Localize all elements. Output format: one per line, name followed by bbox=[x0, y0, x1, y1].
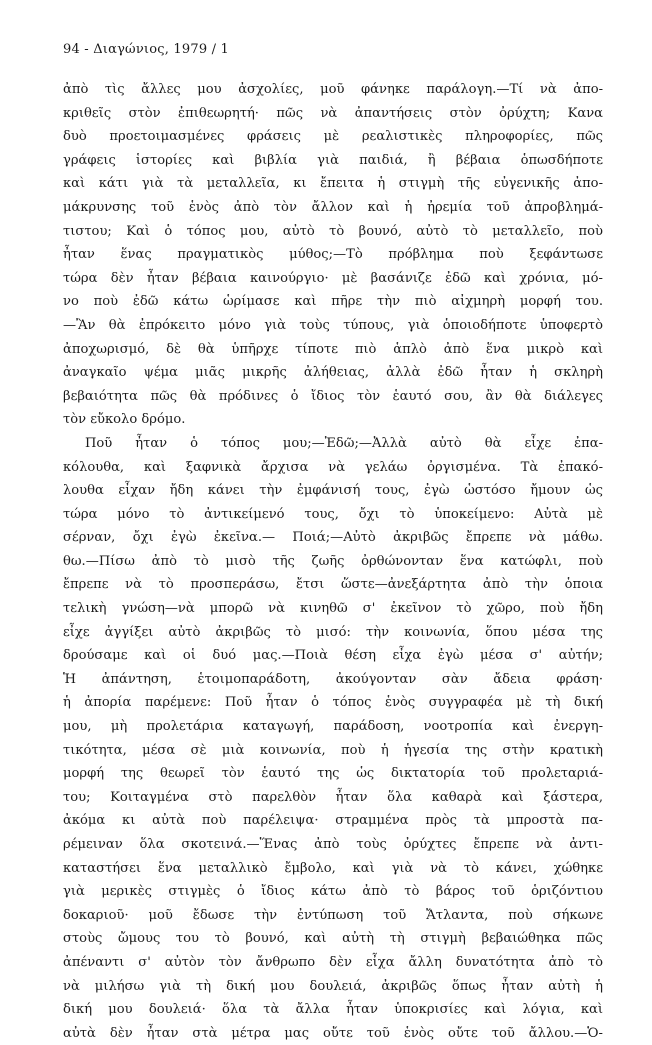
text-line: στοὺς ὤμους του τὸ βουνό, καὶ αὐτὴ τὴ στιγμὴ βεβαιώθηκα πῶς bbox=[63, 931, 603, 947]
text-line: τώρα μόνο τὸ ἀντικείμενό τους, ὄχι τὸ ὑποκείμενο: Αὐτὰ μὲ bbox=[63, 506, 603, 522]
text-line: καταστήσει ἕνα μεταλλικὸ ἔμβολο, καὶ γιὰ νὰ τὸ κάνει, χώθηκε bbox=[63, 860, 603, 876]
text-line: κριθεῖς στὸν ἐπιθεωρητή· πῶς νὰ ἀπαντήσεις στὸν ὀρύχτη; Κανα bbox=[63, 105, 603, 121]
text-line: ἡ ἀπορία παρέμενε: Ποῦ ἦταν ὁ τόπος ἑνὸς συγγραφέα μὲ τὴ δική bbox=[63, 695, 603, 711]
running-head: 94 - Διαγώνιος, 1979 / 1 bbox=[63, 42, 230, 57]
text-line: νὰ μιλήσω γιὰ τὴ δική μου δουλειά, ἀκριβῶς ὅπως ἦταν αὐτὴ ἡ bbox=[63, 978, 603, 994]
text-line: ἀπὸ τὶς ἄλλες μου ἀσχολίες, μοῦ φάνηκε παράλογη.—Τί νὰ ἀπο- bbox=[63, 82, 603, 97]
text-line: καὶ κάτι γιὰ τὰ μεταλλεῖα, κι ἔπειτα ἡ στιγμὴ τῆς εὐγενικῆς ἀπο- bbox=[63, 176, 603, 192]
text-line: βεβαιότητα πῶς θὰ πρόδινες ὁ ἴδιος τὸν ἑαυτό σου, ἂν θὰ διάλεγες bbox=[63, 388, 603, 404]
text-line: μορφή της θεωρεῖ τὸν ἑαυτό της ὡς δικτατορία τοῦ προλεταριά- bbox=[63, 766, 603, 782]
text-line: κόλουθα, καὶ ξαφνικὰ ἄρχισα νὰ γελάω ὀργισμένα. Τὰ ἐπακό- bbox=[63, 459, 603, 475]
text-line: μάκρυνσης τοῦ ἑνὸς ἀπὸ τὸν ἄλλον καὶ ἡ ἠρεμία τοῦ ἀπροβλημά- bbox=[63, 199, 603, 215]
text-line: λουθα εἶχαν ἤδη κάνει τὴν ἐμφάνισή τους, ἐγὼ ὡστόσο ἤμουν ὡς bbox=[63, 483, 603, 499]
text-line: δυὸ προετοιμασμένες φράσεις μὲ ρεαλιστικὲς πληροφορίες, πῶς bbox=[63, 129, 603, 145]
text-line: τώρα δὲν ἦταν βέβαια καινούργιο· μὲ βασάνιζε ἐδῶ καὶ χρόνια, μό- bbox=[63, 270, 603, 286]
text-line: ἀκόμα κι αὐτὰ ποὺ παρέλειψα· στραμμένα πρὸς τὰ μπροστὰ πα- bbox=[63, 813, 603, 829]
text-line: νο ποὺ ἐδῶ κάτω ὡρίμασε καὶ πῆρε τὴν πιὸ αἰχμηρὴ μορφή του. bbox=[63, 294, 603, 310]
text-line: ρέμειναν ὅλα σκοτεινά.—Ἕνας ἀπὸ τοὺς ὀρύχτες ἔπρεπε νὰ ἀντι- bbox=[63, 837, 603, 852]
text-line: ἀναγκαῖο ψέμα μιᾶς μικρῆς ἀλήθειας, ἀλλὰ ἐδῶ ἦταν ἡ σκληρὴ bbox=[63, 365, 603, 381]
text-line: ἀποχωρισμό, δὲ θὰ ὑπῆρχε τίποτε πιὸ ἁπλὸ ἀπὸ ἕνα μικρὸ καὶ bbox=[63, 341, 603, 357]
text-line: γιὰ μερικὲς στιγμὲς ὁ ἴδιος κάτω ἀπὸ τὸ βάρος τοῦ ὁριζόντιου bbox=[63, 884, 603, 900]
text-line: —Ἂν θὰ ἐπρόκειτο μόνο γιὰ τοὺς τύπους, γιὰ ὁποιοδήποτε ὑποφερτὸ bbox=[63, 317, 603, 333]
text-line: δοκαριοῦ· μοῦ ἔδωσε τὴν ἐντύπωση τοῦ Ἄτλαντα, ποὺ σήκωνε bbox=[63, 907, 603, 923]
text-line: του; Κοιταγμένα στὸ παρελθὸν ἦταν ὅλα καθαρὰ καὶ ξάστερα, bbox=[63, 789, 603, 805]
text-line: ἦταν ἕνας πραγματικὸς μύθος;—Τὸ πρόβλημα ποὺ ξεφάντωσε bbox=[63, 247, 603, 263]
text-line: ἀπέναντι σ' αὐτὸν τὸν ἄνθρωπο δὲν εἶχα ἄλλη δυνατότητα ἀπὸ τὸ bbox=[63, 954, 603, 970]
text-line: τικότητα, μέσα σὲ μιὰ κοινωνία, ποὺ ἡ ἡγεσία της στὴν κρατικὴ bbox=[63, 742, 603, 758]
text-line: τελικὴ γνώση—νὰ μπορῶ νὰ κινηθῶ σ' ἐκεῖνον τὸ χῶρο, ποὺ ἤδη bbox=[63, 601, 603, 617]
text-line: σέρναν, ὄχι ἐγὼ ἐκεῖνα.— Ποιά;—Αὐτὸ ἀκριβῶς ἔπρεπε νὰ μάθω. bbox=[63, 530, 603, 546]
text-line: τὸν εὔκολο δρόμο. bbox=[63, 412, 186, 428]
text-line: αὐτὰ δὲν ἦταν στὰ μέτρα μας οὔτε τοῦ ἑνὸς οὔτε τοῦ ἄλλου.—Ὁ- bbox=[63, 1025, 603, 1041]
text-line: τιστου; Καὶ ὁ τόπος μου, αὐτὸ τὸ βουνό, αὐτὸ τὸ μεταλλεῖο, ποὺ bbox=[63, 223, 603, 239]
body-text bbox=[63, 78, 603, 1045]
text-line: γράφεις ἱστορίες καὶ βιβλία γιὰ παιδιά, ἢ βέβαια ὁπωσδήποτε bbox=[63, 152, 603, 168]
text-line: μου, μὴ προλετάρια καταγωγή, παράδοση, νοοτροπία καὶ ἐνεργη- bbox=[63, 719, 603, 735]
text-line: θω.—Πίσω ἀπὸ τὸ μισὸ τῆς ζωῆς ὀρθώνονταν ἕνα κατώφλι, ποὺ bbox=[63, 553, 603, 569]
text-line: δρούσαμε καὶ οἱ δυό μας.—Ποιὰ θέση εἶχα ἐγὼ μέσα σ' αὐτήν; bbox=[63, 648, 603, 664]
text-line: εἶχε ἀγγίξει αὐτὸ ἀκριβῶς τὸ μισό: τὴν κοινωνία, ὅπου μέσα της bbox=[63, 624, 603, 640]
text-line: ἔπρεπε νὰ τὸ προσπεράσω, ἔτσι ὥστε—ἀνεξάρτητα ἀπὸ τὴν ὁποια bbox=[63, 577, 603, 593]
text-line: Ποῦ ἦταν ὁ τόπος μου;—Ἐδῶ;—Ἀλλὰ αὐτὸ θὰ εἶχε ἐπα- bbox=[85, 435, 603, 451]
text-line: Ἡ ἀπάντηση, ἑτοιμοπαράδοτη, ἀκούγονταν σὰν ἄδεια φράση· bbox=[63, 671, 603, 687]
text-line: δική μου δουλειά· ὅλα τὰ ἄλλα ἦταν ὑποκρισίες καὶ λόγια, καὶ bbox=[63, 1002, 603, 1018]
